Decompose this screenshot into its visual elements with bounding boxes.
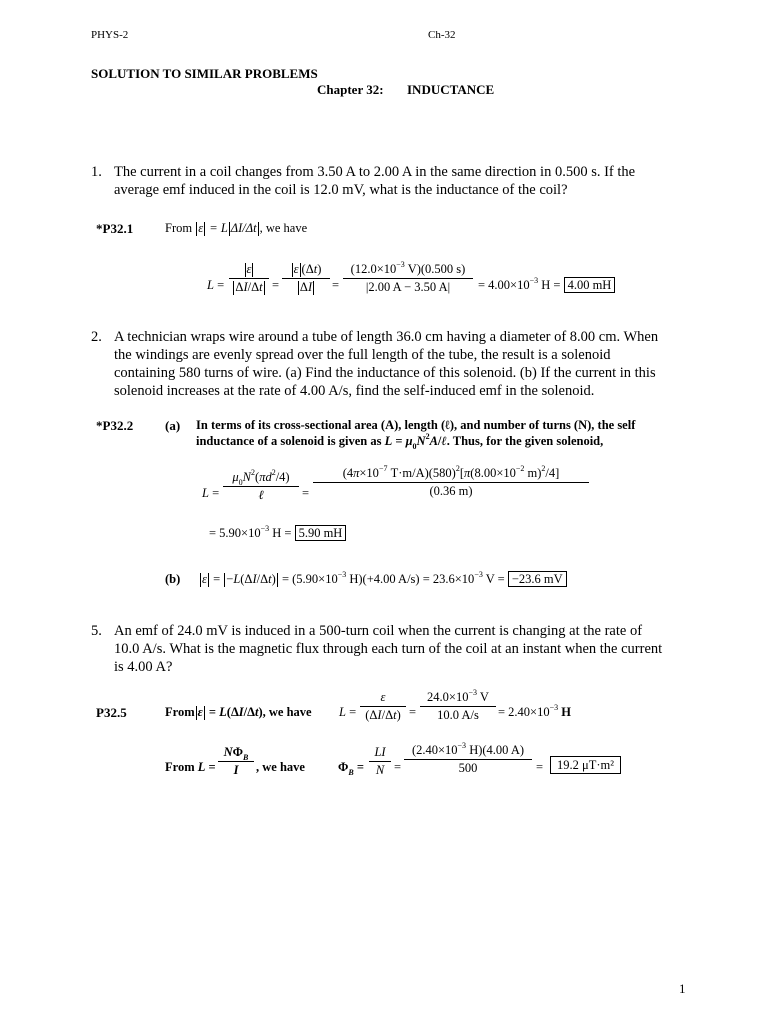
problem-number: 5. (91, 623, 102, 639)
intro-text: From (165, 221, 193, 235)
chapter-name: INDUCTANCE (407, 82, 495, 97)
header-chapter: Ch-32 (428, 29, 456, 41)
chapter-label: Chapter 32: (317, 82, 384, 97)
fraction-phi-numeric: ($2.40\times 10^{-3}$ H)(4.00 A) 500 (404, 743, 532, 776)
equation-L-symbol: L = (202, 486, 220, 500)
problem-text-line: the windings are evenly spread over the full length of the tube, the result is a solenoid (114, 347, 611, 363)
answer-box: 4.00 mH (564, 277, 616, 293)
fraction-3: ($12.0\times 10^{-3}$ V)(0.500 s) |2.00 A − 3.50 A| (343, 262, 473, 295)
problem-2 (91, 328, 711, 404)
problem-number: 1. (91, 164, 102, 180)
solution-label: P32.5 (96, 705, 127, 720)
document-title: SOLUTION TO SIMILAR PROBLEMS (91, 66, 318, 81)
page-number: 1 (679, 981, 686, 996)
fraction-LI: LI N (369, 745, 391, 778)
answer-box: −23.6 mV (508, 571, 567, 587)
intro-text: , we have (259, 221, 308, 235)
solution-text-line: In terms of its cross-sectional area (A), length (ℓ), and number of turns (N), the self (196, 418, 636, 432)
fraction-1: ε ΔI/Δt (229, 262, 269, 295)
solution-label: *P32.2 (96, 418, 134, 433)
problem-text-line: 10.0 A/s. What is the magnetic flux through each turn of the coil at an instant when the current (114, 641, 663, 657)
problem-text-line: is 4.00 A? (114, 659, 173, 675)
fraction-2: ε (Δt) ΔI (282, 262, 330, 295)
header-course: PHYS-2 (91, 29, 129, 41)
problem-text-line: The current in a coil changes from 3.50 A to 2.00 A in the same direction in 0.500 s. If the (114, 164, 636, 180)
result-a: = $5.90\times 10^{-3}$ H = 5.90 mH (209, 526, 346, 541)
result-L: = $2.40\times 10^{-3}$ H (498, 703, 571, 719)
solution-line: From L = (165, 760, 216, 774)
fraction-solenoid: $\mu_0N^2(\pi d^2/4)$ ℓ (223, 470, 299, 503)
problem-text-line: average emf induced in the coil is 12.0 mV, what is the inductance of the coil? (114, 182, 568, 198)
fraction-numeric: ($4\pi\times 10^{-7}$ $T\cdot m/A)(580)^2[\pi(8.00\times 10^{-2}$ m)$^2$/4] (0.36 m) (313, 466, 589, 499)
part-label: (b) (165, 572, 181, 586)
solution-label: *P32.1 (96, 221, 134, 236)
problem-number: 2. (91, 329, 102, 345)
fraction-L-numeric: $24.0\times 10^{-3}$ V 10.0 A/s (420, 690, 496, 723)
problem-text-line: containing 580 turns of wire. (a) Find the inductance of this solenoid. (b) If the current in this (114, 365, 656, 381)
equation-L-symbol: L = (207, 278, 225, 292)
solution-line: From ε = L(ΔI/Δt), we have (165, 705, 312, 719)
answer-box: 19.2 μT·m² (550, 758, 621, 773)
answer-box: 5.90 mH (295, 525, 347, 541)
problem-5 (91, 622, 711, 678)
problem-text-line: solenoid increases at the rate of 4.00 A/s, find the self-induced emf in the solenoid. (114, 383, 595, 399)
solution-text-line: inductance of a solenoid is given as $L = \mu_0N^2A/\ell$. Thus, for the given solenoid, (196, 432, 604, 451)
fraction-L: ε (ΔI/Δt) (360, 690, 406, 723)
problem-text-line: A technician wraps wire around a tube of length 36.0 cm having a diameter of 8.00 cm. When (114, 329, 659, 345)
result-1: = $4.00\times 10^{-3}$ H = 4.00 mH (478, 278, 615, 293)
problem-1 (91, 163, 711, 203)
problem-text-line: An emf of 24.0 mV is induced in a 500-turn coil when the current is changing at the rate of (114, 623, 643, 639)
fraction-NPhi: $N\Phi_B$ I (218, 745, 254, 778)
result-b: $\varepsilon = -L(\Delta I/\Delta t) = (5.90\times 10^{-3}$ H)(+4.00 $A/s) = 23.6\times 10^{-3}$ V = −23.6 mV (199, 572, 567, 587)
part-label: (a) (165, 418, 181, 433)
solution-intro: From ε = L ΔI/Δt , we have (165, 221, 308, 235)
